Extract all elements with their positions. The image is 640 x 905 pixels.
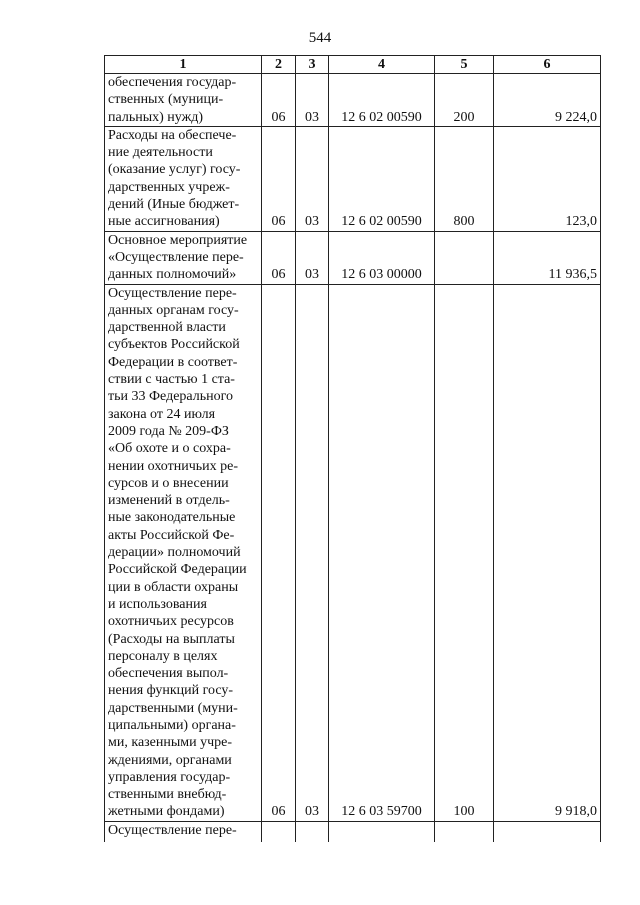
row-name-line: Российской Федерации xyxy=(108,562,247,578)
row-cell-c3: 03 xyxy=(296,126,329,231)
row-name-line: ми, казенными учре- xyxy=(108,735,233,751)
row-name-line: Основное мероприятие xyxy=(108,232,248,248)
row-name-line: обеспечения государ- xyxy=(108,75,237,90)
column-header-2: 2 xyxy=(262,56,296,74)
row-name-line: нении охотничьих ре- xyxy=(108,458,239,474)
row-cell-c3: 03 xyxy=(296,74,329,127)
row-cell-c6: 9 918,0 xyxy=(494,284,601,821)
row-cell-c4: 12 6 02 00590 xyxy=(329,74,435,127)
row-cell-c2: 06 xyxy=(262,126,296,231)
budget-table xyxy=(104,55,601,842)
row-cell-c5: 200 xyxy=(435,74,494,127)
row-name-line: дерации» полномочий xyxy=(108,545,241,561)
row-name-line: ние деятельности xyxy=(108,145,213,161)
row-cell-c4: 12 6 03 59700 xyxy=(329,284,435,821)
row-name-line: Федерации в соответ- xyxy=(108,354,238,370)
row-name-line: Осуществление пере- xyxy=(108,822,237,838)
table-row xyxy=(105,821,601,842)
row-name-cell xyxy=(105,74,262,127)
row-name-line: пальных) нужд) xyxy=(108,109,204,125)
row-name-line: данных органам госу- xyxy=(108,302,239,318)
row-name-cell xyxy=(105,126,262,231)
row-name-line: обеспечения выпол- xyxy=(108,666,229,682)
row-cell-c4: 12 6 03 00000 xyxy=(329,231,435,284)
row-cell-c4 xyxy=(329,821,435,842)
row-cell-c3: 03 xyxy=(296,231,329,284)
column-header-3: 3 xyxy=(296,56,329,74)
column-header-1: 1 xyxy=(105,56,262,74)
table-row xyxy=(105,126,601,231)
table-row xyxy=(105,231,601,284)
row-name-line: (Расходы на выплаты xyxy=(108,631,235,647)
row-name-line: дарственными (муни- xyxy=(108,700,238,716)
row-name-line: Осуществление пере- xyxy=(108,285,237,301)
row-name-line: нения функций госу- xyxy=(108,683,234,699)
table-header xyxy=(105,56,601,74)
row-cell-c5 xyxy=(435,231,494,284)
row-name-line: субъектов Российской xyxy=(108,337,240,353)
row-name-line: дарственной власти xyxy=(108,320,226,336)
row-name-line: дений (Иные бюджет- xyxy=(108,197,240,213)
row-name-line: «Об охоте и о сохра- xyxy=(108,441,231,457)
row-cell-c2: 06 xyxy=(262,284,296,821)
row-name-line: ные ассигнования) xyxy=(108,214,220,230)
row-cell-c6: 9 224,0 xyxy=(494,74,601,127)
row-name-line: тьи 33 Федерального xyxy=(108,389,234,405)
column-header-6: 6 xyxy=(494,56,601,74)
row-name-line: Расходы на обеспече- xyxy=(108,127,237,143)
row-name-line: дарственных учреж- xyxy=(108,179,230,195)
row-name-line: данных полномочий» xyxy=(108,267,237,283)
column-header-5: 5 xyxy=(435,56,494,74)
row-name-line: ные законодательные xyxy=(108,510,236,526)
row-cell-c6: 123,0 xyxy=(494,126,601,231)
row-cell-c2 xyxy=(262,821,296,842)
row-cell-c6 xyxy=(494,821,601,842)
page-number: 544 xyxy=(308,30,332,46)
row-name-line: «Осуществление пере- xyxy=(108,249,244,265)
table-row xyxy=(105,284,601,821)
column-header-4: 4 xyxy=(329,56,435,74)
row-name-line: ственных (муници- xyxy=(108,92,224,108)
row-name-line: ждениями, органами xyxy=(108,752,232,768)
table-body xyxy=(105,74,601,842)
row-cell-c5: 800 xyxy=(435,126,494,231)
table-row xyxy=(105,74,601,127)
row-name-line: и использования xyxy=(108,596,207,612)
row-name-line: ственными внебюд- xyxy=(108,787,227,803)
row-cell-c5: 100 xyxy=(435,284,494,821)
row-cell-c2: 06 xyxy=(262,74,296,127)
row-name-line: жетными фондами) xyxy=(108,804,225,820)
row-name-line: охотничьих ресурсов xyxy=(108,614,234,630)
row-name-cell xyxy=(105,284,262,821)
row-name-line: сурсов и о внесении xyxy=(108,475,229,491)
row-name-line: 2009 года № 209-ФЗ xyxy=(108,423,229,439)
row-name-line: ствии с частью 1 ста- xyxy=(108,372,235,388)
header-row xyxy=(105,56,601,74)
row-name-line: закона от 24 июля xyxy=(108,406,216,422)
row-name-line: ципальными) органа- xyxy=(108,717,236,733)
row-cell-c4: 12 6 02 00590 xyxy=(329,126,435,231)
row-name-line: изменений в отдель- xyxy=(108,493,230,509)
row-name-cell xyxy=(105,231,262,284)
row-cell-c3: 03 xyxy=(296,284,329,821)
row-cell-c3 xyxy=(296,821,329,842)
row-name-line: акты Российской Фе- xyxy=(108,527,235,543)
row-name-line: ции в области охраны xyxy=(108,579,239,595)
row-cell-c6: 11 936,5 xyxy=(494,231,601,284)
row-cell-c2: 06 xyxy=(262,231,296,284)
row-cell-c5 xyxy=(435,821,494,842)
row-name-line: (оказание услуг) госу- xyxy=(108,162,241,178)
row-name-line: управления государ- xyxy=(108,769,231,785)
row-name-line: персоналу в целях xyxy=(108,648,218,664)
row-name-cell xyxy=(105,821,262,842)
